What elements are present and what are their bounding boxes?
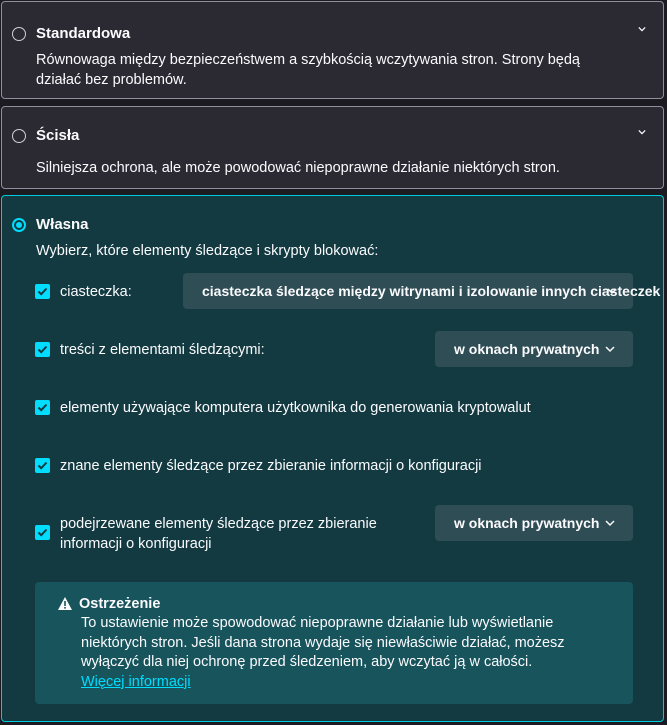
- strict-option-card[interactable]: [1, 106, 664, 189]
- warning-title: Ostrzeżenie: [79, 596, 161, 612]
- checkmark-icon: [36, 401, 49, 414]
- cookies-label: ciasteczka:: [60, 284, 132, 300]
- strict-description: Silniejsza ochrona, ale może powodować niepoprawne działanie niektórych stron.: [36, 160, 560, 176]
- standard-description: Równowaga między bezpieczeństwem a szybkością wczytywania stron. Strony będą działać bez problemów.: [36, 52, 580, 88]
- custom-title: Własna: [36, 216, 89, 233]
- custom-intro: Wybierz, które elementy śledzące i skrypty blokować:: [36, 243, 379, 259]
- chevron-down-icon: [605, 345, 615, 353]
- cryptominers-label: elementy używające komputera użytkownika do generowania kryptowalut: [60, 400, 531, 416]
- warning-box: [35, 582, 633, 704]
- chevron-down-icon: [605, 519, 615, 527]
- suspected-fingerprinters-checkbox[interactable]: [35, 525, 50, 540]
- known-fingerprinters-checkbox[interactable]: [35, 458, 50, 473]
- known-fingerprinters-label: znane elementy śledzące przez zbieranie informacji o konfiguracji: [60, 458, 482, 474]
- strict-title: Ścisła: [36, 127, 80, 144]
- checkmark-icon: [36, 285, 49, 298]
- cookies-dropdown-value: ciasteczka śledzące między witrynami i izolowanie innych ciasteczek: [202, 283, 661, 299]
- standard-title: Standardowa: [36, 25, 131, 42]
- warning-body: To ustawienie może spowodować niepoprawne działanie lub wyświetlanie niektórych stron. Jeśli dana strona wydaje się niewłaściwie działać, możesz wyłączyć dla niej ochronę przed śledzeniem, aby wczytać ją w całości.: [81, 615, 565, 670]
- strict-radio[interactable]: [12, 129, 26, 143]
- chevron-down-icon: [607, 287, 617, 295]
- warning-text: [81, 614, 621, 692]
- suspected-fingerprinters-label: podejrzewane elementy śledzące przez zbieranie informacji o konfiguracji: [60, 516, 377, 552]
- cookies-dropdown[interactable]: [183, 273, 661, 309]
- tracking-content-label: treści z elementami śledzącymi:: [60, 342, 265, 358]
- checkmark-icon: [36, 343, 49, 356]
- checkmark-icon: [36, 459, 49, 472]
- warning-icon: [57, 596, 73, 611]
- standard-radio[interactable]: [12, 27, 26, 41]
- chevron-down-icon[interactable]: [638, 25, 646, 33]
- custom-radio[interactable]: [12, 218, 26, 232]
- suspected-fingerprinters-dropdown[interactable]: [435, 505, 633, 541]
- learn-more-link[interactable]: Więcej informacji: [81, 673, 191, 690]
- chevron-down-icon[interactable]: [638, 128, 646, 136]
- tracking-content-dropdown[interactable]: [435, 331, 633, 367]
- standard-option-card[interactable]: [1, 1, 664, 99]
- tracking-content-dropdown-value: w oknach prywatnych: [454, 341, 600, 357]
- cryptominers-checkbox[interactable]: [35, 400, 50, 415]
- checkmark-icon: [36, 526, 49, 539]
- cookies-checkbox[interactable]: [35, 284, 50, 299]
- tracking-content-checkbox[interactable]: [35, 342, 50, 357]
- suspected-fingerprinters-dropdown-value: w oknach prywatnych: [454, 515, 600, 531]
